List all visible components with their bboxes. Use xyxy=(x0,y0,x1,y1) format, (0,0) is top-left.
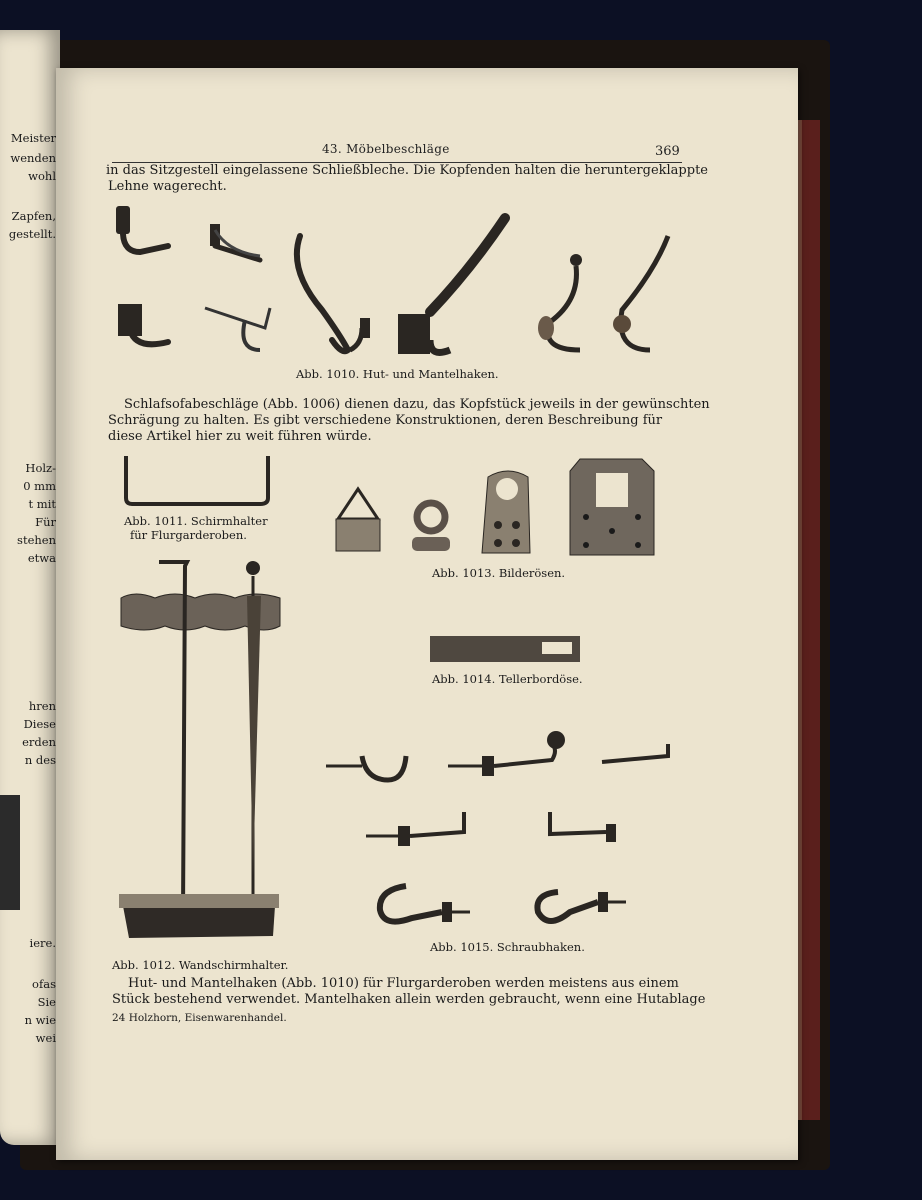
left-page-fragment: n wie xyxy=(24,1013,56,1027)
screw-hook-4 xyxy=(366,812,464,846)
page-footer: 24 Holzhorn, Eisenwarenhandel. xyxy=(112,1012,287,1024)
figure-1012-caption: Abb. 1012. Wandschirmhalter. xyxy=(112,958,289,972)
left-page-fragment: Meister xyxy=(10,131,56,145)
picture-eye-triangle xyxy=(336,489,380,551)
intro-line: Lehne wagerecht. xyxy=(108,179,227,194)
picture-eye-plate xyxy=(482,471,530,553)
figure-1014-caption: Abb. 1014. Tellerbordöse. xyxy=(432,672,583,686)
left-page-fragment: Zapfen, xyxy=(11,209,56,223)
page-number: 369 xyxy=(655,144,680,159)
wall-umbrella-stand-illustration xyxy=(115,556,290,946)
picture-eye-ring xyxy=(412,503,450,551)
left-page-fragment: etwa xyxy=(27,551,56,565)
left-page-fragment: n des xyxy=(24,753,56,767)
small-hook-1 xyxy=(116,206,168,252)
picture-eye-square-plate xyxy=(570,459,654,555)
left-page-fragment: gestellt. xyxy=(8,227,56,241)
picture-eyes-illustration xyxy=(330,455,660,560)
paragraph-line: Schlafsofabeschläge (Abb. 1006) dienen dazu, das Kopfstück jeweils in der gewünschten xyxy=(124,397,710,412)
coat-hook-7 xyxy=(538,254,582,350)
screw-hook-3 xyxy=(602,744,668,762)
coat-hook-5 xyxy=(297,236,370,351)
screw-hook-6 xyxy=(380,886,470,922)
figure-1011-caption: für Flurgarderoben. xyxy=(130,528,247,542)
screw-hooks-illustration xyxy=(322,726,682,936)
paragraph-line: Hut- und Mantelhaken (Abb. 1010) für Flurgarderoben werden meistens aus einem xyxy=(128,976,679,991)
left-page-fragment: 0 mm xyxy=(23,479,56,493)
figure-1010-caption: Abb. 1010. Hut- und Mantelhaken. xyxy=(296,367,499,381)
left-page-fragment: t mit xyxy=(28,497,56,511)
paragraph-line: diese Artikel hier zu weit führen würde. xyxy=(108,429,372,444)
left-page-fragment: Für xyxy=(35,515,56,529)
left-page-fragment: iere. xyxy=(29,936,56,950)
left-page-fragment: Sie xyxy=(37,995,56,1009)
plate-rail-eye-illustration xyxy=(428,634,583,664)
left-page-fragment: hren xyxy=(28,699,56,713)
screw-hook-5 xyxy=(550,812,616,842)
running-head-title: 43. Möbelbeschläge xyxy=(322,142,450,156)
coat-hook-8 xyxy=(613,236,668,350)
coat-hooks-illustration xyxy=(110,200,690,365)
left-page-fragment: wei xyxy=(35,1031,56,1045)
coat-hook-6 xyxy=(398,218,505,354)
screw-hook-1 xyxy=(326,756,406,780)
left-page-fragment: stehen xyxy=(17,533,56,547)
figure-1015-caption: Abb. 1015. Schraubhaken. xyxy=(430,940,585,954)
paragraph-line: Schrägung zu halten. Es gibt verschiedene Konstruktionen, deren Beschreibung für xyxy=(108,413,663,428)
small-hook-4 xyxy=(205,308,270,350)
umbrella-holder-rail-illustration xyxy=(120,450,280,510)
figure-1011-caption: Abb. 1011. Schirmhalter xyxy=(124,514,268,528)
paragraph-line: Stück bestehend verwendet. Mantelhaken allein werden gebraucht, wenn eine Hutablage xyxy=(112,992,706,1007)
left-page-fragment: Holz- xyxy=(25,461,56,475)
screw-hook-2 xyxy=(448,731,565,776)
left-page-illustration-fragment xyxy=(0,795,20,910)
left-page-fragment: Diese xyxy=(23,717,56,731)
screw-hook-7 xyxy=(537,892,626,921)
book-cover-edge xyxy=(802,120,820,1120)
left-page xyxy=(0,30,60,1145)
left-page-fragment: ofas xyxy=(32,977,56,991)
small-hook-2 xyxy=(210,224,260,260)
left-page-fragment: erden xyxy=(22,735,56,749)
left-page-fragment: wohl xyxy=(28,169,56,183)
running-head xyxy=(112,140,682,163)
figure-1013-caption: Abb. 1013. Bilderösen. xyxy=(432,566,566,580)
left-page-fragment: wenden xyxy=(10,151,56,165)
small-hook-3 xyxy=(118,304,168,344)
intro-line: in das Sitzgestell eingelassene Schließbleche. Die Kopfenden halten die heruntergeklappte xyxy=(106,163,708,178)
